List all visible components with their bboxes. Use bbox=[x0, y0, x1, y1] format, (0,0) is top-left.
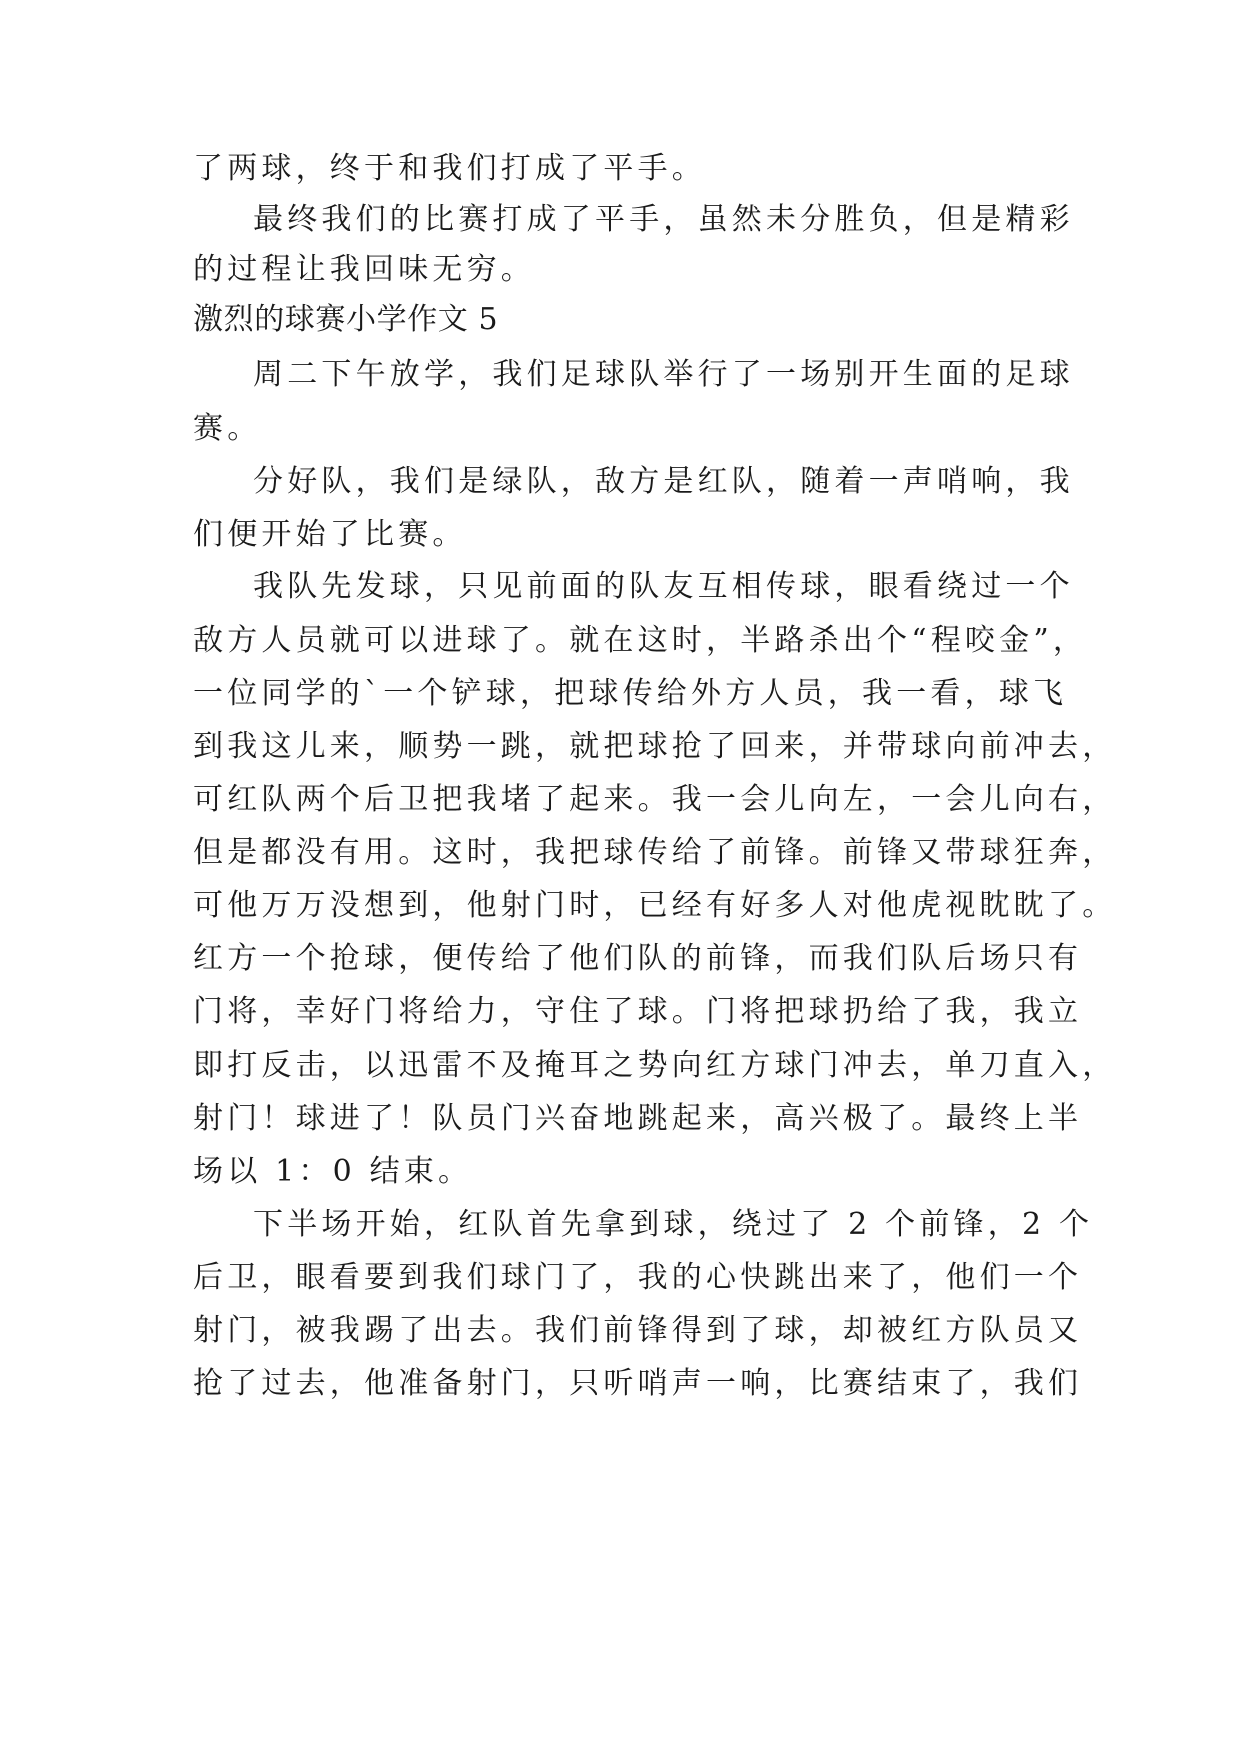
text-line: 敌方人员就可以进球了。就在这时，半路杀出个“程咬金”， bbox=[193, 623, 1088, 658]
section-heading: 激烈的球赛小学作文 5 bbox=[193, 302, 499, 337]
text-line: 射门，被我踢了出去。我们前锋得到了球，却被红方队员又 bbox=[193, 1313, 1083, 1348]
text-line: 们便开始了比赛。 bbox=[193, 517, 467, 552]
text-line: 后卫，眼看要到我们球门了，我的心快跳出来了，他们一个 bbox=[193, 1260, 1083, 1295]
paragraph-first-line: 周二下午放学，我们足球队举行了一场别开生面的足球 bbox=[253, 357, 1074, 392]
text-line: 可红队两个后卫把我堵了起来。我一会儿向左，一会儿向右， bbox=[193, 782, 1117, 817]
text-line: 红方一个抢球，便传给了他们队的前锋，而我们队后场只有 bbox=[193, 941, 1083, 976]
text-line: 赛。 bbox=[193, 411, 262, 446]
text-line: 抢了过去，他准备射门，只听哨声一响，比赛结束了，我们 bbox=[193, 1366, 1083, 1401]
paragraph-first-line: 分好队，我们是绿队，敌方是红队，随着一声哨响，我 bbox=[253, 464, 1074, 499]
paragraph-first-line: 下半场开始，红队首先拿到球，绕过了 2 个前锋，2 个 bbox=[253, 1207, 1094, 1242]
text-line: 即打反击，以迅雷不及掩耳之势向红方球门冲去，单刀直入， bbox=[193, 1048, 1117, 1083]
text-line: 了两球，终于和我们打成了平手。 bbox=[193, 151, 706, 186]
paragraph-first-line: 我队先发球，只见前面的队友互相传球，眼看绕过一个 bbox=[253, 569, 1074, 604]
text-line: 一位同学的`一个铲球，把球传给外方人员，我一看，球飞 bbox=[193, 676, 1068, 711]
text-line: 的过程让我回味无穷。 bbox=[193, 252, 535, 287]
text-line: 门将，幸好门将给力，守住了球。门将把球扔给了我，我立 bbox=[193, 994, 1083, 1029]
text-line: 射门！球进了！队员门兴奋地跳起来，高兴极了。最终上半 bbox=[193, 1101, 1083, 1136]
text-line: 但是都没有用。这时，我把球传给了前锋。前锋又带球狂奔， bbox=[193, 835, 1117, 870]
text-line: 场以 1：0 结束。 bbox=[193, 1154, 473, 1189]
text-line: 可他万万没想到，他射门时，已经有好多人对他虎视眈眈了。 bbox=[193, 888, 1117, 923]
text-line: 到我这儿来，顺势一跳，就把球抢了回来，并带球向前冲去， bbox=[193, 729, 1117, 764]
paragraph-first-line: 最终我们的比赛打成了平手，虽然未分胜负，但是精彩 bbox=[253, 202, 1074, 237]
